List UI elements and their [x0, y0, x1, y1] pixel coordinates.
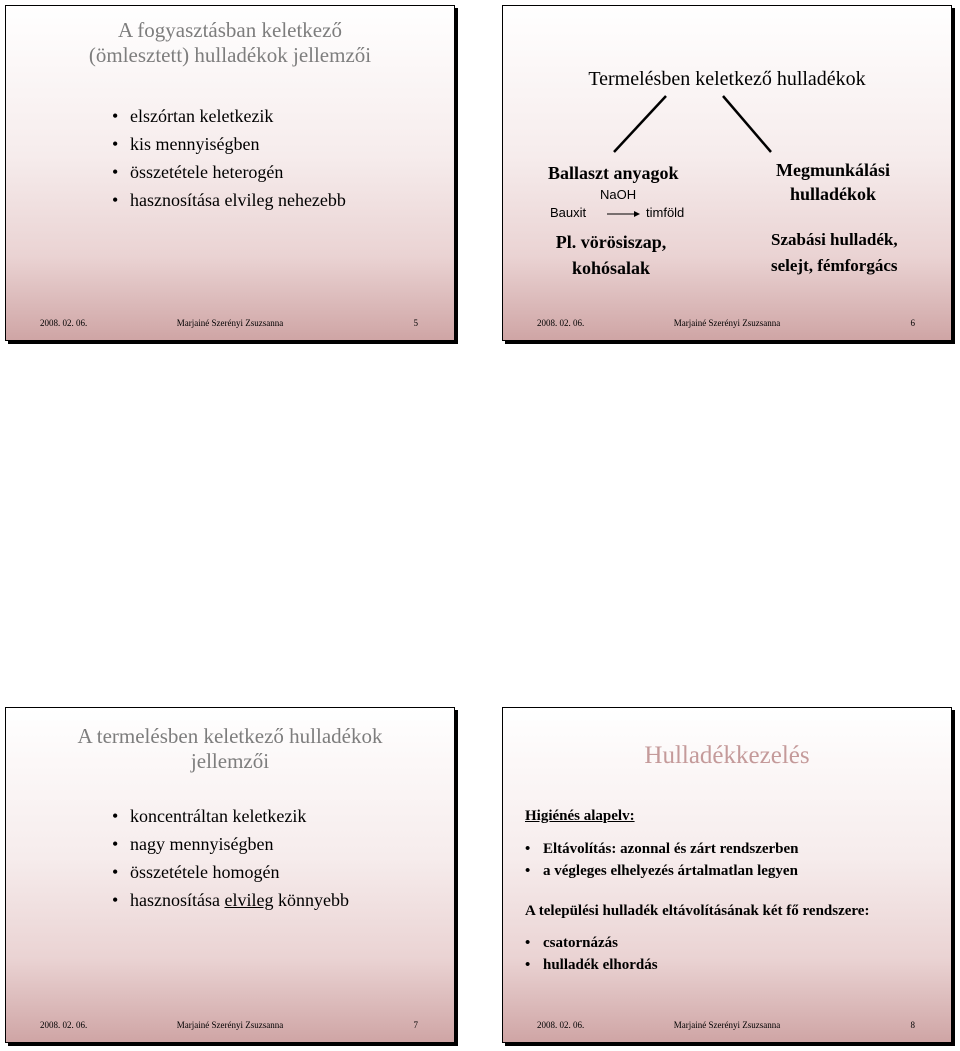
- list-item: • csatornázás: [523, 932, 658, 954]
- footer-date: 2008. 02. 06.: [537, 318, 585, 328]
- ballast-heading: Ballaszt anyagok: [548, 163, 679, 183]
- slide-8-title: Hulladékkezelés: [644, 742, 810, 769]
- slide-6-title: Termelésben keletkező hulladékok: [588, 68, 866, 90]
- footer-author: Marjainé Szerényi Zsuzsanna: [176, 1020, 284, 1030]
- reagent-label: NaOH: [600, 187, 637, 202]
- right-branch-line: [723, 96, 771, 152]
- machining-heading: [758, 158, 908, 206]
- product-label: timföld: [646, 205, 685, 220]
- machining-heading-line2: hulladékok: [789, 184, 877, 204]
- reactant-label: Bauxit: [550, 205, 587, 220]
- footer-author: Marjainé Szerényi Zsuzsanna: [673, 318, 781, 328]
- machining-example-line2: selejt, fémforgács: [771, 256, 898, 275]
- ballast-example: [541, 229, 681, 281]
- last-bullet-underlined: elvileg: [224, 890, 274, 910]
- slide-8: [502, 707, 952, 1043]
- slide-7-title: [6, 724, 454, 774]
- principle-list: [523, 838, 799, 882]
- left-branch-line: [614, 96, 666, 152]
- last-bullet-pre: hasznosítása: [130, 890, 220, 910]
- slide-5-footer: [6, 318, 454, 332]
- ballast-example-line1: Pl. vörösiszap,: [555, 232, 667, 252]
- footer-date: 2008. 02. 06.: [40, 1020, 88, 1030]
- slide-7-title-line2: jellemzői: [190, 749, 270, 773]
- list-item: • hulladék elhordás: [523, 954, 658, 976]
- slide-7-footer: [6, 1020, 454, 1034]
- list-item: • hasznosítása elvileg nehezebb: [110, 186, 346, 214]
- machining-heading-line1: Megmunkálási: [775, 160, 890, 180]
- slide-6-footer: [503, 318, 951, 332]
- slide-5-title-line1: A fogyasztásban keletkező: [118, 18, 342, 42]
- list-item: • összetétele heterogén: [110, 158, 346, 186]
- list-item: • nagy mennyiségben: [110, 830, 349, 858]
- systems-heading: A települési hulladék eltávolításának két fő rendszere:: [525, 903, 870, 919]
- slide-7-title-line1: A termelésben keletkező hulladékok: [77, 724, 383, 748]
- page-number: 8: [910, 1020, 915, 1030]
- slide-8-footer: [503, 1020, 951, 1034]
- slide-7: [5, 707, 455, 1043]
- last-bullet-post: könnyebb: [277, 890, 349, 910]
- footer-date: 2008. 02. 06.: [537, 1020, 585, 1030]
- slide-7-bullet-list: [110, 802, 349, 914]
- list-item: • a végleges elhelyezés ártalmatlan legyen: [523, 860, 799, 882]
- list-item: • kis mennyiségben: [110, 130, 346, 158]
- slide-5-bullet-list: [110, 102, 346, 214]
- machining-example-line1: Szabási hulladék,: [771, 230, 898, 249]
- page-number: 5: [413, 318, 418, 328]
- reaction-arrow-head: [634, 211, 640, 217]
- page-number: 6: [910, 318, 915, 328]
- ballast-example-line2: kohósalak: [571, 258, 651, 278]
- slide-5-title: [6, 18, 454, 68]
- list-item: • Eltávolítás: azonnal és zárt rendszerben: [523, 838, 799, 860]
- list-item: • koncentráltan keletkezik: [110, 802, 349, 830]
- list-item: • elszórtan keletkezik: [110, 102, 346, 130]
- footer-date: 2008. 02. 06.: [40, 318, 88, 328]
- machining-example: [771, 227, 898, 279]
- list-item: • összetétele homogén: [110, 858, 349, 886]
- slide-6: [502, 5, 952, 341]
- list-item: [110, 886, 349, 914]
- slide-5-title-line2: (ömlesztett) hulladékok jellemzői: [88, 43, 372, 67]
- slide-5: [5, 5, 455, 341]
- page-number: 7: [413, 1020, 418, 1030]
- systems-list: [523, 932, 658, 976]
- footer-author: Marjainé Szerényi Zsuzsanna: [176, 318, 284, 328]
- footer-author: Marjainé Szerényi Zsuzsanna: [673, 1020, 781, 1030]
- principle-label: Higiénés alapelv:: [525, 808, 635, 824]
